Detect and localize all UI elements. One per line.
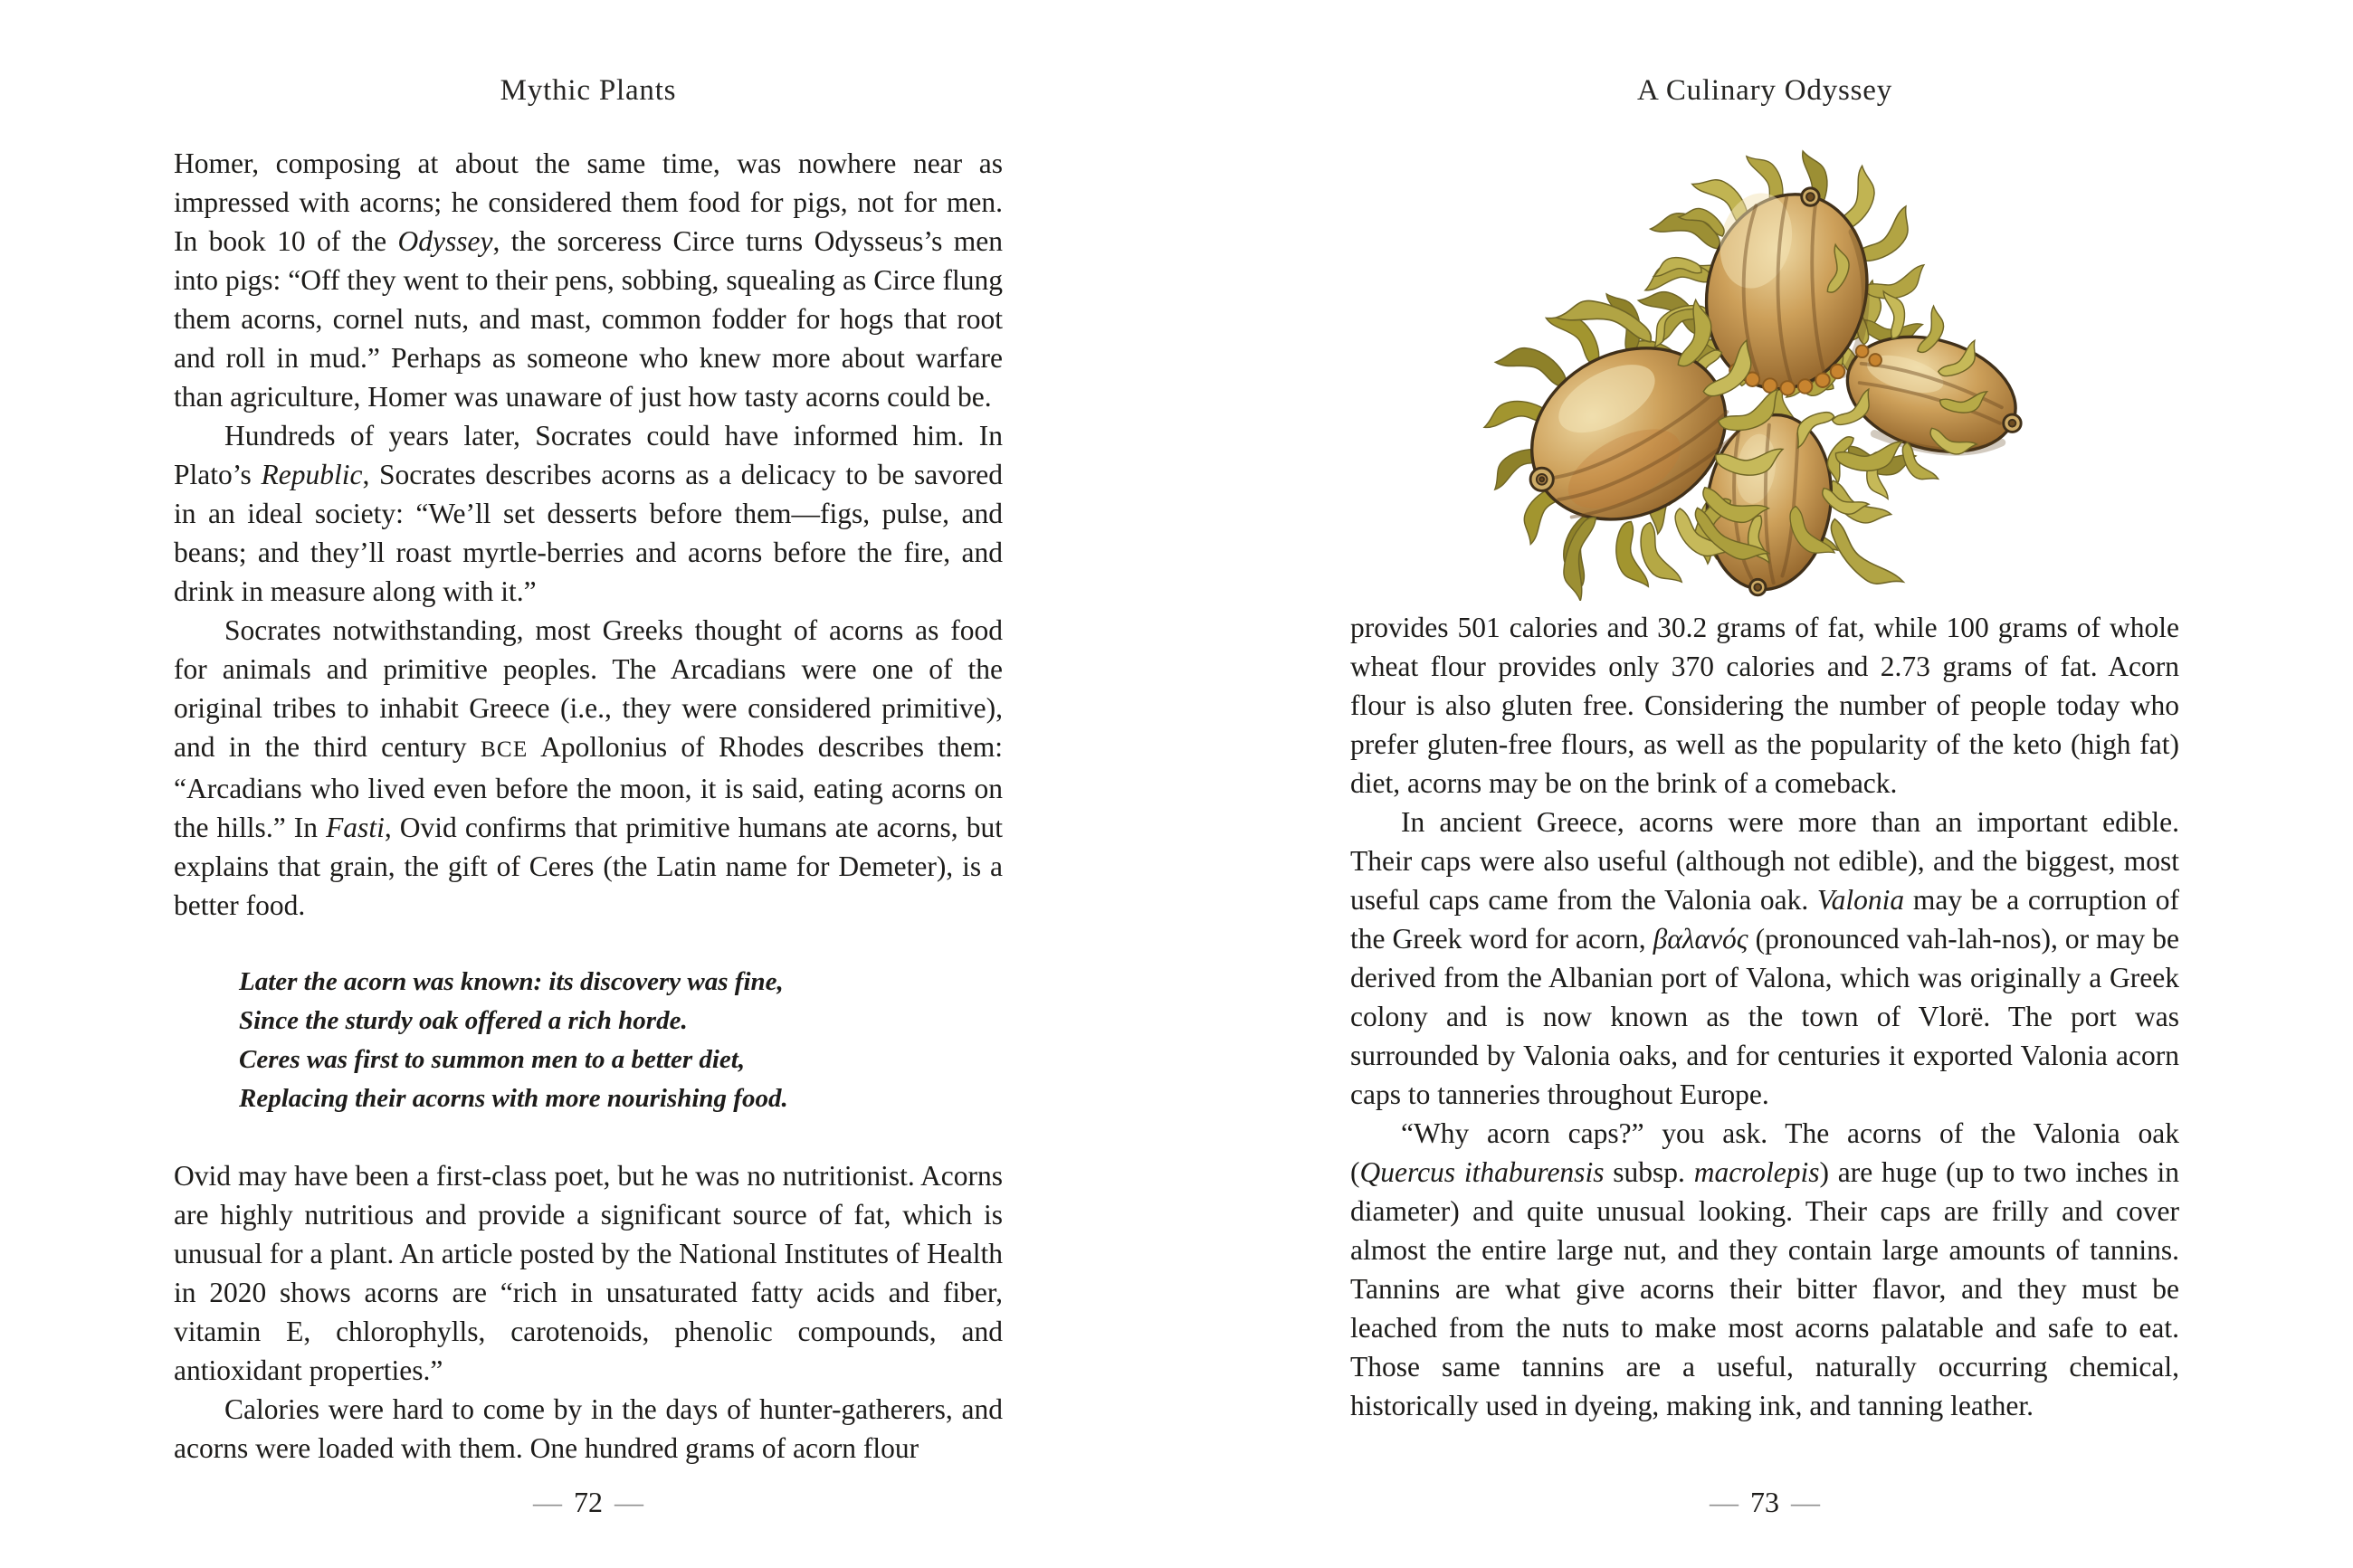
paragraph: “Why acorn caps?” you ask. The acorns of the Valonia oak (Quercus ithaburensis subsp. macrolepis) are huge (up to two inches in diameter) and quite unusual looking. Their caps are frilly and cover almost the entire large nut, and they contain large amounts of tannins. Tannins are what give acorns their bitter flavor, and they must be leached from the nuts to make most acorns palatable and safe to eat. Those same tannins are a useful, naturally occurring chemical, historically used in dyeing, making ink, and tanning leather. (1350, 1117, 2179, 1421)
acorn-illustration-container (1475, 144, 2054, 601)
right-page (1176, 0, 2353, 1568)
paragraph: Hundreds of years later, Socrates could have informed him. In Plato’s Republic, Socrates describes acorns as a delicacy to be savored in an ideal society: “We’ll set desserts before them—figs, pulse, and beans; and they’ll roast myrtle-berries and acorns before the fire, and drink in measure along with it.” (174, 420, 1004, 607)
paragraph: Ovid may have been a first-class poet, but he was no nutritionist. Acorns are highly nutritious and provide a significant source of fat, which is unusual for a plant. An article posted by the National Institutes of Health in 2020 shows acorns are “rich in unsaturated fatty acids and fiber, vitamin E, chlorophylls, carotenoids, phenolic compounds, and antioxidant properties.” (174, 1160, 1003, 1386)
folio-dash: — (614, 1486, 643, 1518)
paragraph: In ancient Greece, acorns were more than an important edible. Their caps were also useful (although not edible), and the biggest, most useful caps came from the Valonia oak. Valonia may be a corruption of the Greek word for acorn, βαλανός (pronounced vah-lah-nos), or may be derived from the Albanian port of Valona, which was originally a Greek colony and is now known as the town of Vlorë. The port was surrounded by Valonia oaks, and for centuries it exported Valonia acorn caps to tanneries throughout Europe. (1350, 806, 2180, 1110)
poem-block (239, 963, 1003, 1118)
folio-right (1350, 1486, 2179, 1519)
valonia-acorns-illustration (1475, 144, 2054, 601)
folio-dash: — (1791, 1486, 1820, 1518)
poem-line: Ceres was first to summon men to a better diet, (239, 1045, 746, 1074)
running-head-right: A Culinary Odyssey (1636, 74, 1893, 107)
folio-dash: — (533, 1486, 562, 1518)
left-body-text (174, 144, 1003, 1468)
paragraph: Homer, composing at about the same time, was nowhere near as impressed with acorns; he considered them food for pigs, not for men. In book 10 of the Odyssey, the sorceress Circe turns Odysseus’s men into pigs: “Off they went to their pens, sobbing, squealing as Circe flung them acorns, cornel nuts, and mast, common fodder for hogs that root and roll in mud.” Perhaps as someone who knew more about warfare than agriculture, Homer was unaware of just how tasty acorns could be. (174, 147, 1003, 413)
page-number-right: 73 (1750, 1486, 1779, 1518)
page-number-left: 72 (574, 1486, 603, 1518)
poem-line: Replacing their acorns with more nourishing food. (239, 1084, 788, 1113)
folio-left (174, 1486, 1003, 1519)
poem-line: Later the acorn was known: its discovery was fine, (239, 967, 784, 996)
poem-line: Since the sturdy oak offered a rich horde. (239, 1006, 688, 1035)
left-page (0, 0, 1176, 1568)
paragraph: provides 501 calories and 30.2 grams of fat, while 100 grams of whole wheat flour provides only 370 calories and 2.73 grams of fat. Acorn flour is also gluten free. Considering the number of people today who prefer gluten-free flours, as well as the popularity of the keto (high fat) diet, acorns may be on the brink of a comeback. (1350, 612, 2179, 799)
folio-dash: — (1710, 1486, 1739, 1518)
running-head-left: Mythic Plants (500, 74, 677, 107)
right-body-text (1350, 608, 2179, 1425)
paragraph: Socrates notwithstanding, most Greeks thought of acorns as food for animals and primitive peoples. The Arcadians were one of the original tribes to inhabit Greece (i.e., they were considered primitive), and in the third century BCE Apollonius of Rhodes describes them: “Arcadians who lived even before the moon, it is said, eating acorns on the hills.” In Fasti, Ovid confirms that primitive humans ate acorns, but explains that grain, the gift of Ceres (the Latin name for Demeter), is a better food. (174, 614, 1004, 921)
paragraph: Calories were hard to come by in the days of hunter-gatherers, and acorns were loaded with them. One hundred grams of acorn flour (174, 1393, 1003, 1464)
